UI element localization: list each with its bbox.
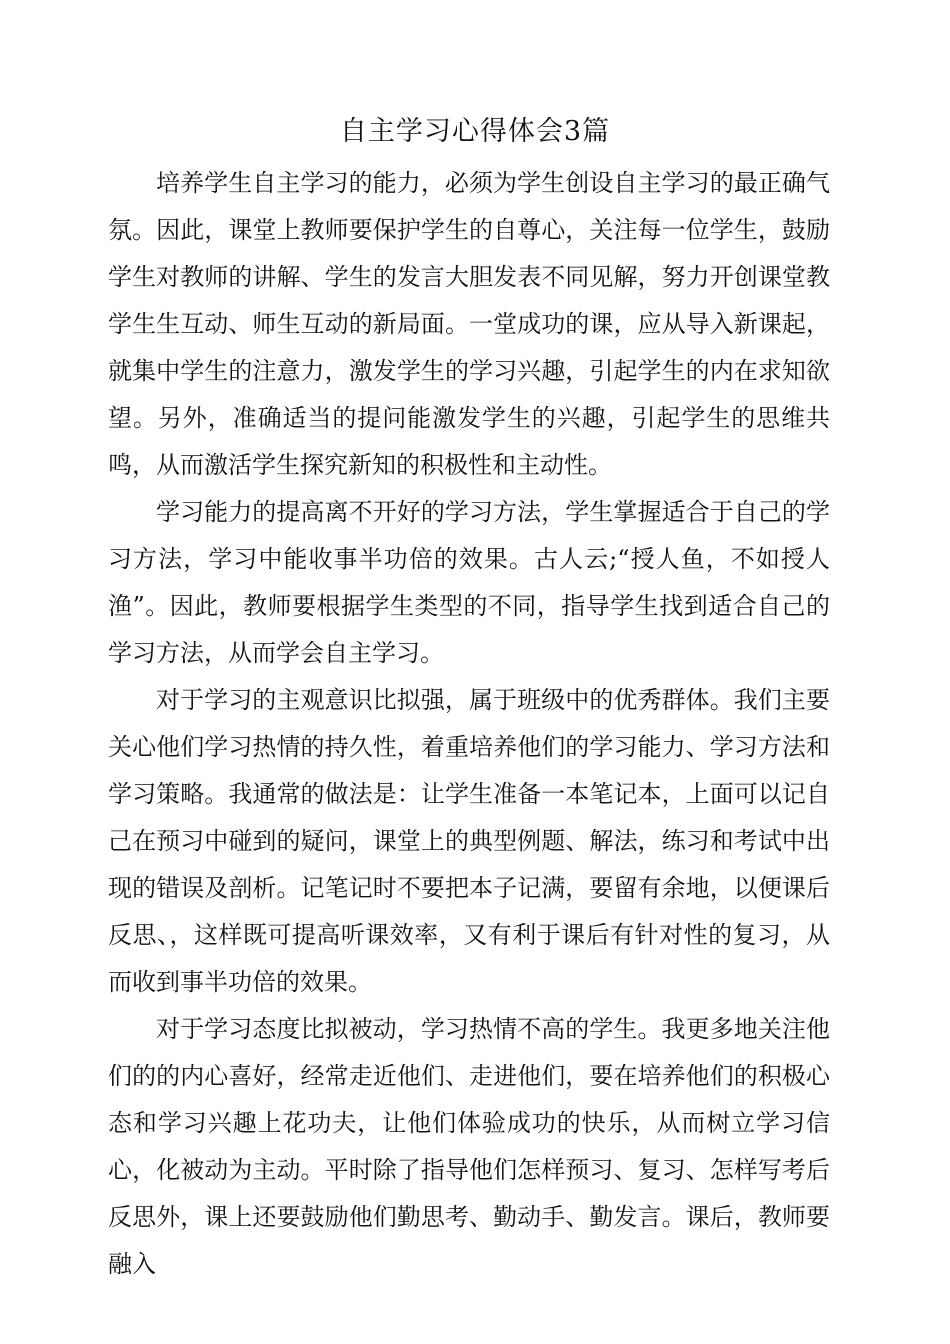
document-title: 自主学习心得体会3篇 bbox=[339, 116, 611, 147]
document-body bbox=[108, 160, 830, 1288]
paragraph-4: 对于学习态度比拟被动，学习热情不高的学生。我更多地关注他们的的内心喜好，经常走近他们、走进他们，要在培养他们的积极心态和学习兴趣上花功夫，让他们体验成功的快乐，从而树立学习信心，化被动为主动。平时除了指导他们怎样预习、复习、怎样写考后反思外，课上还要鼓励他们勤思考、勤动手、勤发言。课后，教师要融入 bbox=[108, 1015, 830, 1278]
paragraph-3: 对于学习的主观意识比拟强，属于班级中的优秀群体。我们主要关心他们学习热情的持久性，着重培养他们的学习能力、学习方法和学习策略。我通常的做法是：让学生准备一本笔记本，上面可以记自己在预习中碰到的疑问，课堂上的典型例题、解法，练习和考试中出现的错误及剖析。记笔记时不要把本子记满，要留有余地，以便课后反思、，这样既可提高听课效率，又有利于课后有针对性的复习，从而收到事半功倍的效果。 bbox=[108, 686, 830, 996]
paragraph-2: 学习能力的提高离不开好的学习方法，学生掌握适合于自己的学习方法，学习中能收事半功倍的效果。古人云;“授人鱼，不如授人渔”。因此，教师要根据学生类型的不同，指导学生找到适合自己的学习方法，从而学会自主学习。 bbox=[108, 498, 830, 667]
paragraph-1: 培养学生自主学习的能力，必须为学生创设自主学习的最正确气氛。因此，课堂上教师要保护学生的自尊心，关注每一位学生，鼓励学生对教师的讲解、学生的发言大胆发表不同见解，努力开创课堂教学生生互动、师生互动的新局面。一堂成功的课，应从导入新课起，就集中学生的注意力，激发学生的学习兴趣，引起学生的内在求知欲望。另外，准确适当的提问能激发学生的兴趣，引起学生的思维共鸣，从而激活学生探究新知的积极性和主动性。 bbox=[108, 169, 830, 479]
